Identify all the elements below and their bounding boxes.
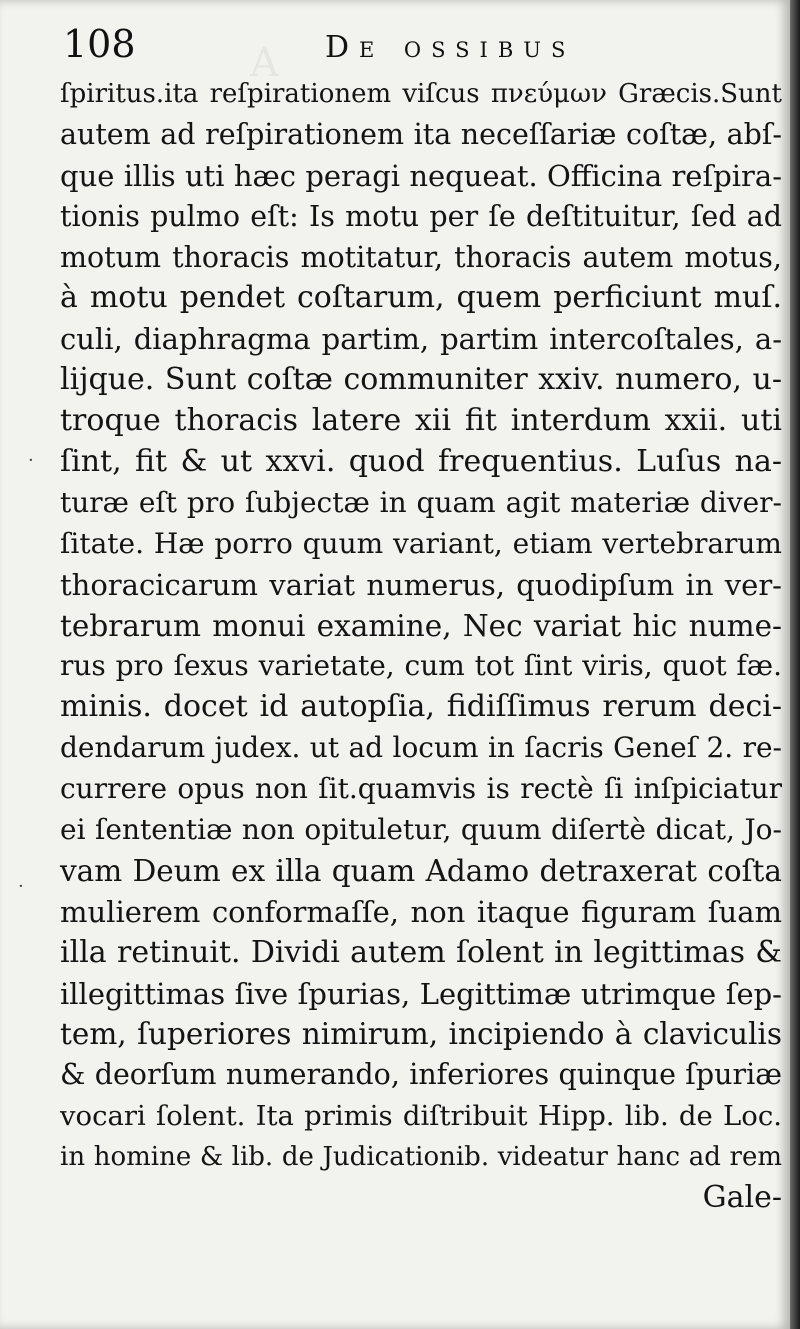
text-line: thoracicarum variat numerus, quodipſum in ver-: [60, 567, 782, 602]
page-edge-shadow: [790, 0, 800, 1329]
bleed-through-text: A: [250, 40, 287, 86]
text-line: in homine & lib. de Judicationib. videatur hanc ad rem: [60, 1142, 782, 1173]
text-line: tem, ſuperiores nimirum, incipiendo à claviculis: [60, 1017, 782, 1052]
text-line: troque thoracis latere xii fit interdum xxii. uti: [60, 403, 782, 439]
catchword: Gale-: [702, 1180, 782, 1216]
text-line: culi, diaphragma partim, partim intercoſtales, a-: [60, 322, 782, 357]
text-line: vam Deum ex illa quam Adamo detraxerat coſta: [60, 853, 782, 888]
text-line: & deorſum numerando, inferiores quinque ſpuriæ: [60, 1058, 782, 1092]
text-line: ſpiritus.ita reſpirationem viſcus πνεύμων Græcis.Sunt: [60, 79, 782, 109]
text-line: rus pro ſexus varietate, cum tot ſint viris, quot fæ.: [60, 649, 782, 683]
margin-dot: ·: [18, 876, 24, 897]
text-line: ſitate. Hæ porro quum variant, etiam vertebrarum: [60, 526, 782, 560]
running-head: De ossibus: [325, 30, 576, 65]
text-line: illegittimas ſive ſpurias, Legittimæ utrimque ſep-: [60, 976, 782, 1011]
text-line: ſint, fit & ut xxvi. quod frequentius. Luſus na-: [60, 444, 782, 480]
text-line: currere opus non ſit.quamvis is rectè ſi inſpiciatur: [60, 772, 782, 806]
text-line: vocari ſolent. Ita primis diſtribuit Hipp. lib. de Loc.: [60, 1100, 782, 1133]
text-line: dendarum judex. ut ad locum in ſacris Geneſ 2. re-: [60, 731, 782, 765]
text-line: tebrarum monui examine, Nec variat hic nume-: [60, 608, 782, 643]
text-line: autem ad reſpirationem ita neceſſariæ coſtæ, abſ-: [60, 117, 782, 151]
text-line: illa retinuit. Dividi autem ſolent in legittimas &: [60, 934, 782, 970]
text-line: turæ eſt pro ſubjectæ in quam agit materiæ diver-: [60, 485, 782, 519]
text-line: tionis pulmo eſt: Is motu per ſe deſtituitur, ſed ad: [60, 199, 782, 233]
page-header: [55, 18, 750, 68]
text-line: mulierem conformaſſe, non itaque figuram ſuam: [60, 894, 782, 929]
text-line: minis. docet id autopſia, fidiſſimus rerum deci-: [60, 689, 782, 725]
margin-dot: ·: [28, 450, 34, 471]
page-number: 108: [63, 22, 136, 66]
text-line: ei ſententiæ non opituletur, quum diſertè dicat, Jo-: [60, 813, 782, 847]
text-line: que illis uti hæc peragi nequeat. Officina reſpira-: [60, 158, 782, 193]
text-line: lijque. Sunt coſtæ communiter xxiv. numero, u-: [60, 362, 782, 398]
text-line: à motu pendet coſtarum, quem perficiunt muſ.: [60, 280, 782, 316]
text-line: motum thoracis motitatur, thoracis autem motus,: [60, 240, 782, 274]
body-text: [60, 74, 782, 1219]
